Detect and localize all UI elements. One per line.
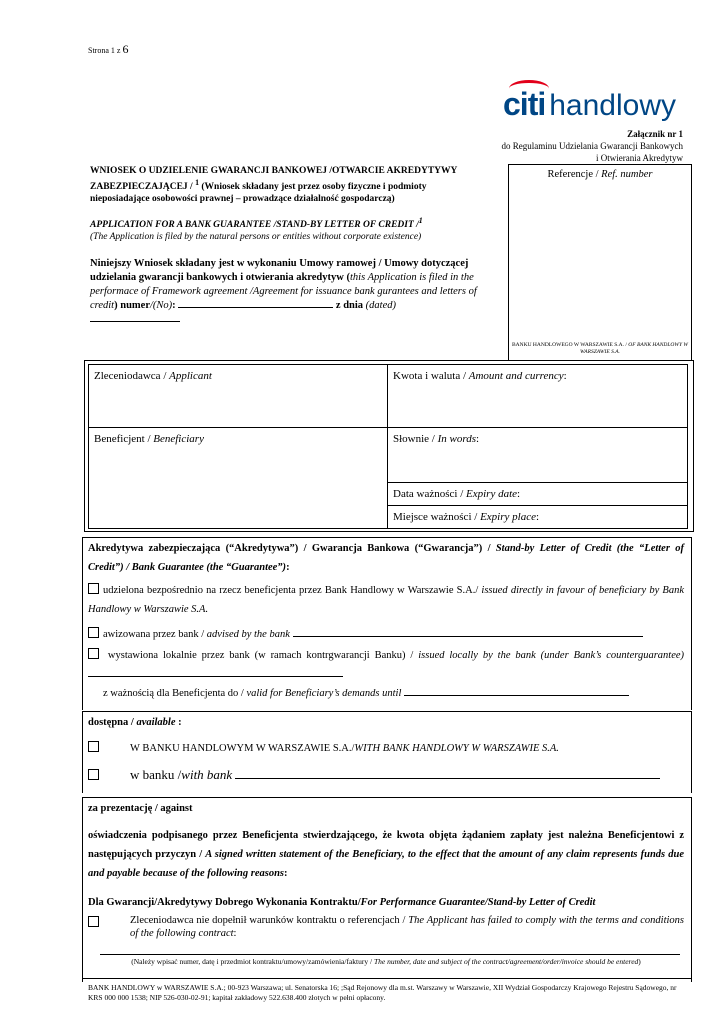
footer: BANK HANDLOWY w WARSZAWIE S.A.; 00-923 Warszawa; ul. Senatorska 16; ;Sąd Rejonowy dla m.st. Warszawy w Warszawie, XII Wydział Gospodarczy Krajowego Rejestru Sądowego, nr KRS 000 000 1538; NIP 526-030-02-91; kapitał zakładowy 522.638.400 złotych w pełni opłacony. <box>88 983 677 1002</box>
issued-locally-checkbox[interactable] <box>88 648 99 659</box>
contract-breach-checkbox[interactable] <box>88 916 99 927</box>
validity-date-field[interactable] <box>404 695 629 696</box>
attachment-note: Załącznik nr 1 do Regulaminu Udzielania Gwarancji Bankowych i Otwierania Akredytyw <box>501 129 683 163</box>
advising-bank-field[interactable] <box>293 636 643 637</box>
expiry-place-field[interactable]: Miejsce ważności / Expiry place: <box>388 506 688 529</box>
other-bank-field[interactable] <box>235 778 660 779</box>
credit-type-section: Akredytywa zabezpieczająca (“Akredytywa”) / Gwarancja Bankowa (“Gwarancja”) / Stand-by Letter of Credit (the “Letter of Credit”) / Bank Guarantee (the “Guarantee”): udzielona bezpośrednio na rzecz beneficjenta przez Bank Handlowy w Warszawie S.A./ issued directly in favour of beneficiary by Bank Handlowy w Warszawie S.A. awizowana przez bank / advised by the bank wystawiona lokalnie przez bank (w ramach kontrgwarancji Banku) / issued locally by the bank (under Bank’s counterguarantee) z ważnością dla Beneficjenta do / valid for Beneficiary’s demands until <box>88 543 685 699</box>
advised-by-bank-checkbox[interactable] <box>88 627 99 638</box>
citi-handlowy-logo: citi handlowy <box>503 86 676 126</box>
page-number: Strona 1 z 6 <box>88 42 129 56</box>
local-bank-field[interactable] <box>88 676 343 677</box>
presentation-section: za prezentację / against oświadczenia podpisanego przez Beneficjenta stwierdzającego, że kwota objęta żądaniem zapłaty jest należna Beneficjentowi z następujących przyczyn / A signed written statement of the Beneficiary, to the effect that the amount of any claim represents funds due and payable because of the following reasons: Dla Gwarancji/Akredytywy Dobrego Wykonania Kontraktu/For Performance Guarantee/Stand-by Letter of Credit Zleceniodawca nie dopełnił warunków kontraktu o referencjach / The Applicant has failed to comply with the terms and conditions of the following contract: (Należy wpisać numer, datę i przedmiot kontraktu/umowy/zamówienia/faktury / The number, date and subject of the contract/agreement/order/invoice should be entered) <box>88 803 685 966</box>
availability-section: dostępna / available : W BANKU HANDLOWYM W WARSZAWIE S.A./WITH BANK HANDLOWY W WARSZAWIE S.A. w banku /with bank <box>88 713 684 784</box>
expiry-date-field[interactable]: Data ważności / Expiry date: <box>388 483 688 506</box>
agreement-date-field[interactable] <box>90 321 180 322</box>
beneficiary-field[interactable]: Beneficjent / Beneficiary <box>89 428 388 529</box>
application-title: WNIOSEK O UDZIELENIE GWARANCJI BANKOWEJ /OTWARCIE AKREDYTYWY ZABEZPIECZAJĄCEJ / $^1$ (Wniosek składany jest przez osoby fizyczne i podmioty nieposiadające osobowości prawnej – prowadzące działalność gospodarczą) APPLICATION FOR A BANK GUARANTEE /STAND-BY LETTER OF CREDIT /$^1$ (The Application is filed by the natural persons or entities without corporate existence) Niniejszy Wniosek składany jest w wykonaniu Umowy ramowej / Umowy dotyczącej udzielania gwarancji bankowych i otwierania akredytyw (this Application is filed in the performace of Framework agreement /Agreement for issuance bank gurantees and letters of credit) numer/(No): z dnia (dated) <box>90 165 480 333</box>
applicant-field[interactable]: Zleceniodawca / Applicant <box>89 365 388 428</box>
with-other-bank-checkbox[interactable] <box>88 769 99 780</box>
reference-box[interactable]: Referencje / Ref. number BANKU HANDLOWEGO W WARSZAWIE S.A. / OF BANK HANDLOWY W WARSZAWIE S.A. <box>508 164 692 361</box>
contract-details-field[interactable] <box>100 954 680 955</box>
citi-arc-icon <box>509 80 549 97</box>
fields-frame <box>84 360 694 532</box>
fields-table <box>88 364 688 529</box>
issued-directly-checkbox[interactable] <box>88 583 99 594</box>
in-words-field[interactable]: Słownie / In words: <box>388 428 688 483</box>
agreement-number-field[interactable] <box>178 307 333 308</box>
with-bank-handlowy-checkbox[interactable] <box>88 741 99 752</box>
amount-field[interactable]: Kwota i waluta / Amount and currency: <box>388 365 688 428</box>
